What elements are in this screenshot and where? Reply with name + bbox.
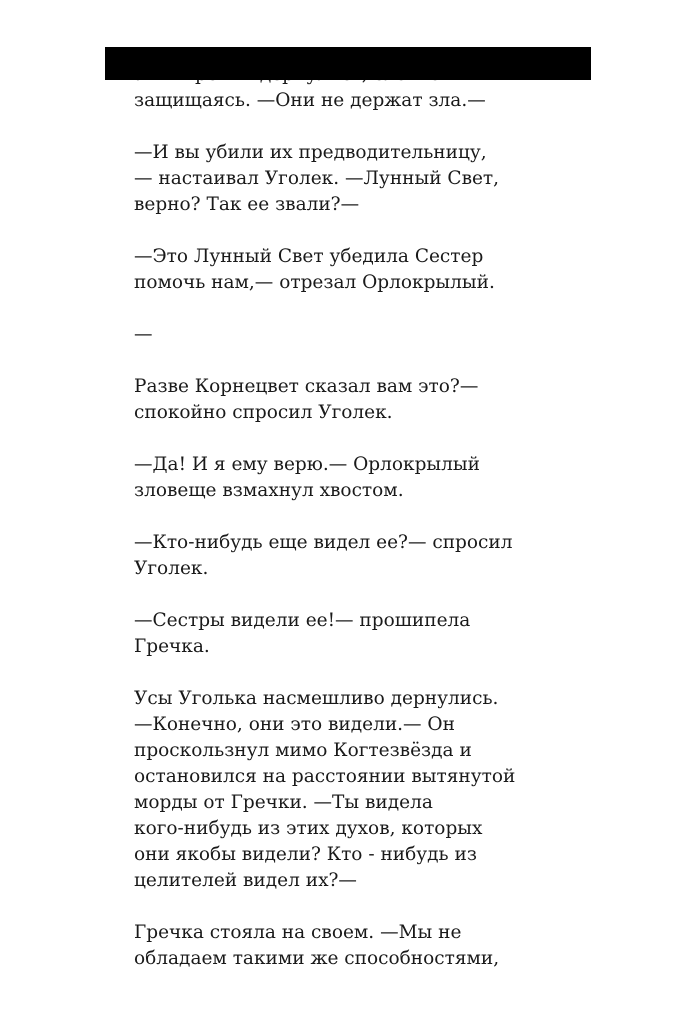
paragraph: —Да! И я ему верю.— Орлокрылый зловеще взмахнул хвостом. (134, 454, 480, 501)
paragraph: Усы Уголька насмешливо дернулись. —Конечно, они это видели.— Он проскользнул мимо Когтезвёзда и остановился на расстоянии вытянутой морды от Гречки. —Ты видела кого-нибудь из этих духов, которых они якобы видели? Кто - нибудь из целителей видел их?— (134, 688, 516, 891)
paragraph: — (134, 324, 153, 345)
paragraph: Разве Корнецвет сказал вам это?— спокойно спросил Уголек. (134, 376, 479, 423)
paragraph: Гречка стояла на своем. —Мы не обладаем такими же способностями, (134, 922, 500, 969)
redaction-bar (105, 47, 591, 80)
document-page (134, 62, 654, 982)
paragraph: —Сестры видели ее!— прошипела Гречка. (134, 610, 471, 657)
paragraph: —Это Лунный Свет убедила Сестер помочь нам,— отрезал Орлокрылый. (134, 246, 495, 293)
paragraph: —Кто-нибудь еще видел ее?— спросил Уголек. (134, 532, 513, 579)
paragraph: —И вы убили их предводительницу, — настаивал Уголек. —Лунный Свет, верно? Так ее звали?— (134, 142, 500, 215)
paragraph: защищаясь. —Они не держат зла.— (134, 90, 486, 111)
